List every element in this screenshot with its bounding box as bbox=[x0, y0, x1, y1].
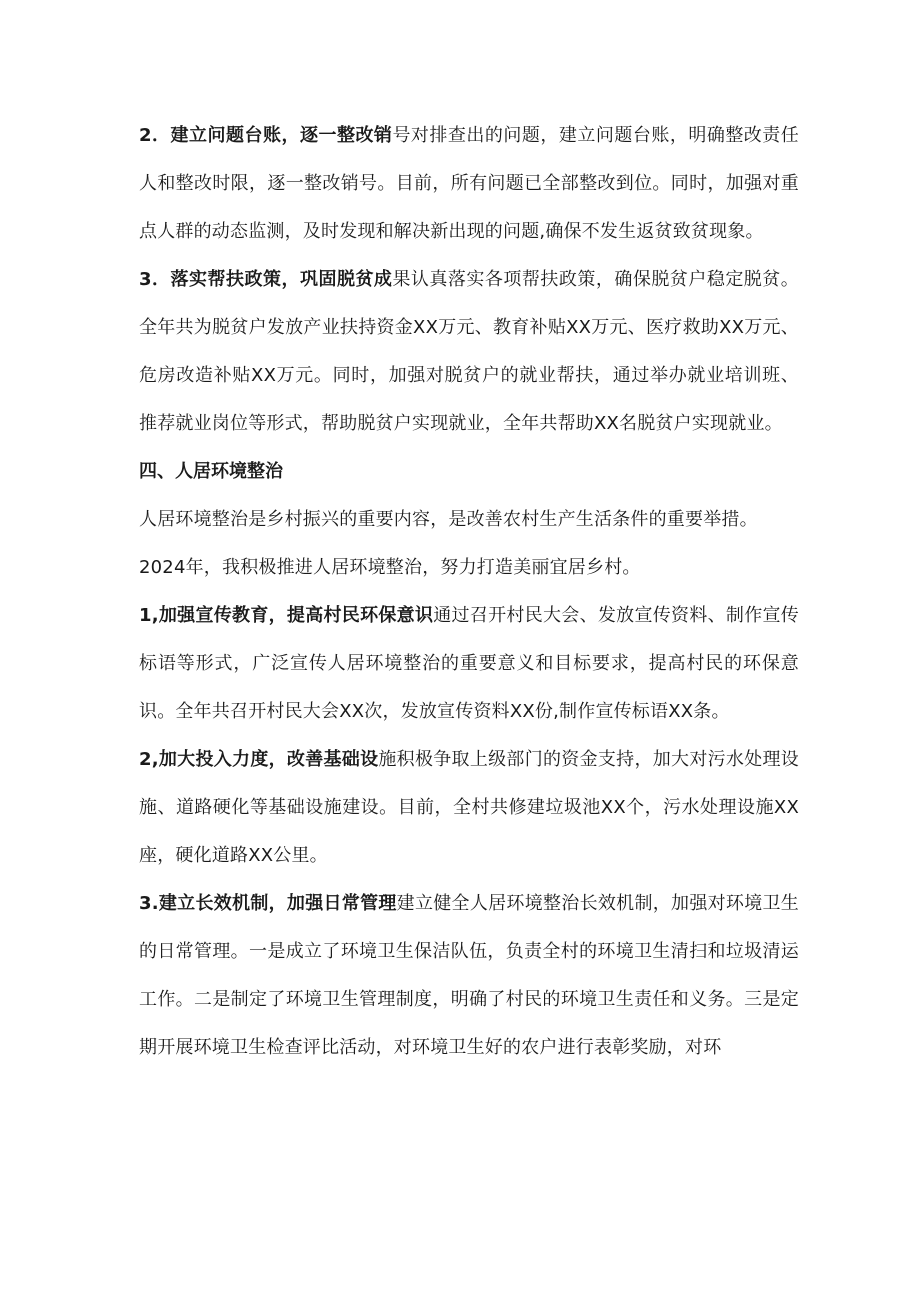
paragraph-text: 建立健全人居环境整治长效机制，加强对环境卫生的日常管理。一是成立了环境卫生保洁队伍，负责全村的环境卫生清扫和垃圾清运工作。二是制定了环境卫生管理制度，明确了村民的环境卫生责任和义务。三是定期开展环境卫生检查评比活动，对环境卫生好的农户进行表彰奖励，对环 bbox=[139, 893, 799, 1058]
paragraph-text: 施积极争取上级部门的资金支持，加大对污水处理设施、道路硬化等基础设施建设。目前，全村共修建垃圾池XX个，污水处理设施XX座，硬化道路XX公里。 bbox=[139, 749, 799, 866]
paragraph-heading: 3.建立长效机制，加强日常管理 bbox=[139, 893, 397, 914]
paragraph-text: 号对排查出的问题，建立问题台账，明确整改责任人和整改时限，逐一整改销号。目前，所有问题已全部整改到位。同时，加强对重点人群的动态监测，及时发现和解决新出现的问题,确保不发生返贫致贫现象。 bbox=[139, 125, 799, 242]
paragraph-heading: 2,加大投入力度，改善基础设 bbox=[139, 749, 379, 770]
section-item-1 bbox=[139, 592, 799, 736]
section-intro-2: 2024年，我积极推进人居环境整治，努力打造美丽宜居乡村。 bbox=[139, 557, 641, 578]
section-intro: 人居环境整治是乡村振兴的重要内容，是改善农村生产生活条件的重要举措。 bbox=[139, 509, 758, 530]
paragraph-text: 通过召开村民大会、发放宣传资料、制作宣传标语等形式，广泛宣传人居环境整治的重要意义和目标要求，提高村民的环保意识。全年共召开村民大会XX次，发放宣传资料XX份,制作宣传标语XX条。 bbox=[139, 605, 800, 722]
section-title: 四、人居环境整治 bbox=[139, 461, 283, 482]
document-body bbox=[139, 112, 799, 1072]
paragraph-item-3 bbox=[139, 256, 799, 448]
paragraph-heading: 1,加强宣传教育，提高村民环保意识 bbox=[139, 605, 434, 626]
section-item-2 bbox=[139, 736, 799, 880]
paragraph-heading: 2．建立问题台账，逐一整改销 bbox=[139, 125, 393, 146]
section-item-3 bbox=[139, 880, 799, 1072]
paragraph-heading: 3．落实帮扶政策，巩固脱贫成 bbox=[139, 269, 393, 290]
paragraph-item-2 bbox=[139, 112, 799, 256]
paragraph-text: 果认真落实各项帮扶政策，确保脱贫户稳定脱贫。全年共为脱贫户发放产业扶持资金XX万元、教育补贴XX万元、医疗救助XX万元、危房改造补贴XX万元。同时，加强对脱贫户的就业帮扶，通过举办就业培训班、推荐就业岗位等形式，帮助脱贫户实现就业，全年共帮助XX名脱贫户实现就业。 bbox=[139, 269, 799, 434]
